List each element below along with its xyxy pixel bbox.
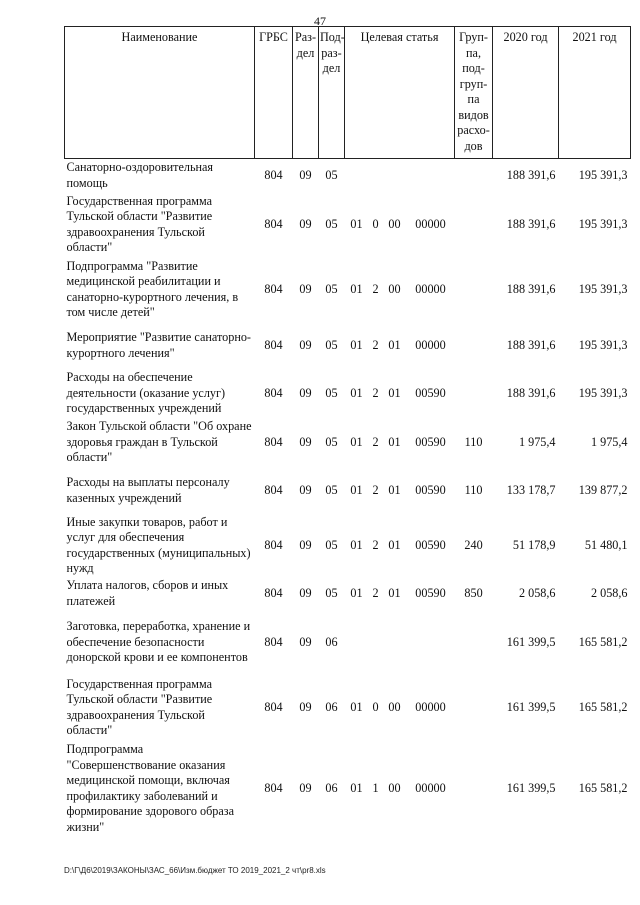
row-podrazdel: 05 bbox=[325, 585, 338, 600]
row-cs-subprogram: 2 bbox=[372, 585, 379, 600]
row-cs-program: 01 bbox=[350, 216, 363, 231]
row-cs-program bbox=[345, 159, 369, 193]
row-razdel: 09 bbox=[299, 281, 312, 296]
row-value-2021: 195 391,3 bbox=[578, 168, 628, 182]
row-razdel: 09 bbox=[299, 168, 312, 182]
table-row bbox=[65, 369, 631, 419]
table-row bbox=[65, 467, 631, 515]
row-cs-program: 01 bbox=[350, 780, 363, 795]
row-podrazdel: 05 bbox=[325, 385, 338, 400]
row-cs-program: 01 bbox=[350, 482, 363, 497]
row-cs-direction: 00000 bbox=[415, 281, 446, 296]
row-podrazdel: 05 bbox=[325, 482, 338, 497]
row-cs-program: 01 bbox=[350, 585, 363, 600]
row-cs-subprogram: 2 bbox=[372, 385, 379, 400]
row-cs-program: 01 bbox=[350, 281, 363, 296]
row-cs-event: 00 bbox=[388, 780, 401, 795]
row-cs-direction: 00590 bbox=[415, 537, 446, 552]
row-value-2021: 195 391,3 bbox=[578, 216, 628, 231]
row-razdel: 09 bbox=[299, 585, 312, 600]
row-cs-event: 01 bbox=[388, 337, 401, 352]
row-cs-event bbox=[383, 159, 407, 193]
file-path-footer: D:\Г\Д6\2019\ЗАКОНЫ\ЗАС_66\Изм.бюджет ТО 2019_2021_2 чт\pr8.xls bbox=[64, 866, 326, 875]
row-cs-event: 00 bbox=[388, 216, 401, 231]
row-name: Подпрограмма "Развитие медицинской реабилитации и санаторно-курортного лечения, в том числе детей" bbox=[66, 258, 239, 319]
row-value-2021: 195 391,3 bbox=[578, 281, 628, 296]
row-grbs: 804 bbox=[264, 699, 283, 714]
row-cs-program: 01 bbox=[350, 337, 363, 352]
table-row bbox=[65, 159, 631, 193]
row-name: Расходы на выплаты персоналу казенных учреждений bbox=[66, 475, 230, 505]
row-cs-direction: 00000 bbox=[415, 699, 446, 714]
row-value-2021: 165 581,2 bbox=[578, 634, 628, 649]
row-value-2020: 188 391,6 bbox=[506, 337, 556, 352]
row-vid-rashodov: 110 bbox=[464, 482, 483, 497]
table-row bbox=[65, 515, 631, 577]
row-cs-subprogram: 0 bbox=[372, 699, 379, 714]
row-razdel: 09 bbox=[299, 385, 312, 400]
row-cs-program bbox=[345, 611, 369, 675]
row-podrazdel: 05 bbox=[325, 168, 338, 182]
row-podrazdel: 05 bbox=[325, 537, 338, 552]
row-grbs: 804 bbox=[264, 634, 283, 649]
row-podrazdel: 06 bbox=[325, 634, 338, 649]
row-value-2020: 188 391,6 bbox=[506, 216, 556, 231]
row-value-2021: 195 391,3 bbox=[578, 337, 628, 352]
row-razdel: 09 bbox=[299, 537, 312, 552]
row-value-2020: 188 391,6 bbox=[506, 385, 556, 400]
row-value-2020: 188 391,6 bbox=[506, 281, 556, 296]
row-grbs: 804 bbox=[264, 780, 283, 795]
row-vid-rashodov: 850 bbox=[464, 585, 483, 600]
row-vid-rashodov: 240 bbox=[464, 537, 483, 552]
row-cs-subprogram bbox=[369, 159, 383, 193]
row-cs-direction: 00000 bbox=[415, 216, 446, 231]
row-vid-rashodov bbox=[455, 323, 493, 369]
row-cs-subprogram: 2 bbox=[372, 537, 379, 552]
row-razdel: 09 bbox=[299, 434, 312, 449]
row-razdel: 09 bbox=[299, 699, 312, 714]
row-name: Заготовка, переработка, хранение и обеспечение безопасности донорской крови и ее компонентов bbox=[66, 619, 251, 665]
row-cs-subprogram: 2 bbox=[372, 434, 379, 449]
row-podrazdel: 06 bbox=[325, 699, 338, 714]
row-name: Мероприятие "Развитие санаторно-курортного лечения" bbox=[66, 330, 251, 360]
row-value-2020: 161 399,5 bbox=[506, 699, 556, 714]
table-row bbox=[65, 741, 631, 837]
row-cs-program: 01 bbox=[350, 434, 363, 449]
table-row bbox=[65, 323, 631, 369]
row-cs-subprogram: 0 bbox=[372, 216, 379, 231]
row-razdel: 09 bbox=[299, 216, 312, 231]
header-name: Наименование bbox=[65, 27, 255, 159]
row-cs-program: 01 bbox=[350, 699, 363, 714]
header-grbs: ГРБС bbox=[255, 27, 293, 159]
row-value-2021: 51 480,1 bbox=[584, 537, 628, 552]
row-razdel: 09 bbox=[299, 482, 312, 497]
row-value-2021: 195 391,3 bbox=[578, 385, 628, 400]
row-value-2020: 1 975,4 bbox=[518, 434, 556, 449]
table-row bbox=[65, 675, 631, 741]
row-cs-event: 01 bbox=[388, 385, 401, 400]
row-cs-program: 01 bbox=[350, 385, 363, 400]
row-podrazdel: 06 bbox=[325, 780, 338, 795]
row-name: Закон Тульской области "Об охране здоровья граждан в Тульской области" bbox=[66, 419, 252, 465]
row-vid-rashodov bbox=[455, 675, 493, 741]
row-value-2020: 188 391,6 bbox=[506, 168, 556, 182]
row-value-2020: 161 399,5 bbox=[506, 780, 556, 795]
row-vid-rashodov bbox=[455, 611, 493, 675]
table-row bbox=[65, 257, 631, 323]
row-value-2020: 51 178,9 bbox=[512, 537, 556, 552]
row-grbs: 804 bbox=[264, 585, 283, 600]
row-grbs: 804 bbox=[264, 482, 283, 497]
row-cs-direction: 00590 bbox=[415, 385, 446, 400]
table-body bbox=[65, 159, 631, 837]
header-razdel: Раз- дел bbox=[293, 27, 319, 159]
row-cs-direction: 00590 bbox=[415, 482, 446, 497]
row-cs-event bbox=[383, 611, 407, 675]
row-cs-event: 01 bbox=[388, 434, 401, 449]
table-row bbox=[65, 577, 631, 611]
header-gruppa: Груп- па, под- груп- па видов расхо- дов bbox=[455, 27, 493, 159]
row-cs-event: 00 bbox=[388, 281, 401, 296]
table-row bbox=[65, 193, 631, 257]
header-celevaya-statya: Целевая статья bbox=[345, 27, 455, 159]
row-cs-direction: 00590 bbox=[415, 434, 446, 449]
row-name: Иные закупки товаров, работ и услуг для обеспечения государственных (муниципальных) нужд bbox=[66, 514, 251, 575]
row-value-2020: 161 399,5 bbox=[506, 634, 556, 649]
row-cs-subprogram: 1 bbox=[372, 780, 379, 795]
row-grbs: 804 bbox=[264, 434, 283, 449]
row-vid-rashodov bbox=[455, 741, 493, 837]
row-name: Государственная программа Тульской области "Развитие здравоохранения Тульской области" bbox=[66, 193, 213, 254]
row-name: Расходы на обеспечение деятельности (оказание услуг) государственных учреждений bbox=[66, 370, 226, 416]
row-name: Уплата налогов, сборов и иных платежей bbox=[66, 578, 229, 608]
row-vid-rashodov bbox=[455, 193, 493, 257]
row-value-2021: 139 877,2 bbox=[578, 482, 628, 497]
table-row bbox=[65, 419, 631, 467]
page-number: 47 bbox=[314, 14, 326, 28]
row-podrazdel: 05 bbox=[325, 281, 338, 296]
row-grbs: 804 bbox=[264, 281, 283, 296]
row-cs-direction: 00000 bbox=[415, 780, 446, 795]
row-value-2020: 133 178,7 bbox=[506, 482, 556, 497]
row-cs-subprogram: 2 bbox=[372, 482, 379, 497]
row-cs-direction bbox=[407, 159, 455, 193]
row-grbs: 804 bbox=[264, 537, 283, 552]
budget-table bbox=[64, 26, 631, 837]
row-cs-event: 01 bbox=[388, 537, 401, 552]
row-razdel: 09 bbox=[299, 634, 312, 649]
row-cs-direction: 00000 bbox=[415, 337, 446, 352]
row-grbs: 804 bbox=[264, 168, 283, 182]
row-grbs: 804 bbox=[264, 385, 283, 400]
row-vid-rashodov: 110 bbox=[464, 434, 483, 449]
table-row bbox=[65, 611, 631, 675]
row-podrazdel: 05 bbox=[325, 216, 338, 231]
row-cs-direction bbox=[407, 611, 455, 675]
table-header-row bbox=[65, 27, 631, 159]
row-value-2021: 165 581,2 bbox=[578, 699, 628, 714]
row-name: Государственная программа Тульской области "Развитие здравоохранения Тульской области" bbox=[66, 676, 213, 737]
row-razdel: 09 bbox=[299, 780, 312, 795]
row-vid-rashodov bbox=[455, 159, 493, 193]
header-2020: 2020 год bbox=[493, 27, 559, 159]
row-value-2021: 1 975,4 bbox=[590, 434, 628, 449]
row-cs-program: 01 bbox=[350, 537, 363, 552]
row-podrazdel: 05 bbox=[325, 434, 338, 449]
row-vid-rashodov bbox=[455, 369, 493, 419]
row-razdel: 09 bbox=[299, 337, 312, 352]
row-cs-subprogram bbox=[369, 611, 383, 675]
header-podrazdel: Под- раз- дел bbox=[319, 27, 345, 159]
header-2021: 2021 год bbox=[559, 27, 631, 159]
row-name: Санаторно-оздоровительная помощь bbox=[66, 160, 214, 190]
row-vid-rashodov bbox=[455, 257, 493, 323]
row-cs-subprogram: 2 bbox=[372, 337, 379, 352]
row-grbs: 804 bbox=[264, 216, 283, 231]
row-cs-event: 00 bbox=[388, 699, 401, 714]
row-name: Подпрограмма "Совершенствование оказания медицинской помощи, включая профилактику заболеваний и формирование здорового образа жизни" bbox=[66, 742, 235, 834]
row-value-2021: 165 581,2 bbox=[578, 780, 628, 795]
row-cs-subprogram: 2 bbox=[372, 281, 379, 296]
row-cs-direction: 00590 bbox=[415, 585, 446, 600]
row-grbs: 804 bbox=[264, 337, 283, 352]
row-podrazdel: 05 bbox=[325, 337, 338, 352]
row-cs-event: 01 bbox=[388, 585, 401, 600]
row-value-2021: 2 058,6 bbox=[590, 585, 628, 600]
row-cs-event: 01 bbox=[388, 482, 401, 497]
row-value-2020: 2 058,6 bbox=[518, 585, 556, 600]
